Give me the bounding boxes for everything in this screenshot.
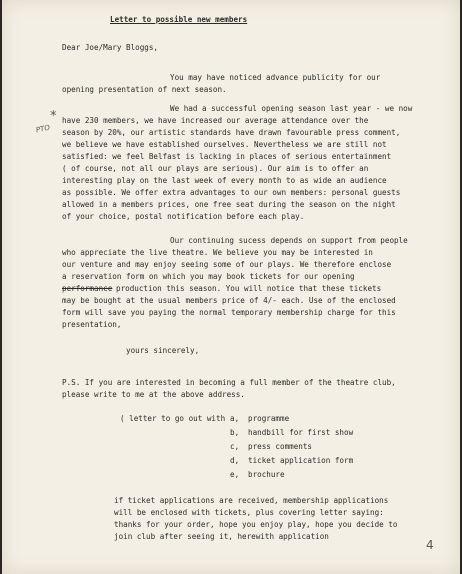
note-line: if ticket applications are received, membership applications [114, 496, 389, 505]
page-number: 4 [426, 538, 434, 552]
paragraph-1-line: opening presentation of next season. [62, 85, 227, 94]
letter-page [2, 0, 460, 574]
paragraph-3-line: may be bought at the usual members price of 4/- each. Use of the enclosed [62, 296, 396, 305]
paragraph-2-line: we believe we have established ourselves. Nevertheless we are still not [62, 140, 387, 149]
paragraph-2-line: season by 20%, our artistic standards have drawn favourable press comment, [62, 128, 401, 137]
paragraph-2-line: ( of course, not all our plays are serious). Our aim is to offer an [62, 164, 369, 173]
enclosure-item: ticket application form [248, 456, 354, 465]
enclosures-intro: ( letter to go out with [120, 414, 226, 423]
enclosure-item: brochure [248, 470, 285, 479]
note-line: will be enclosed with tickets, plus covering letter saying: [114, 508, 384, 517]
enclosure-letter: d, [230, 456, 240, 465]
postscript-line: please write to me at the above address. [62, 390, 245, 399]
enclosure-item: press comments [248, 442, 313, 451]
paragraph-2-line: allowed in a members prices, one free seat during the season on the night [62, 200, 396, 209]
paragraph-2-line: as possible. We offer extra advantages to our own members: personal guests [62, 188, 401, 197]
enclosure-item: programme [248, 414, 290, 423]
paragraph-3-line: Our continuing sucess depends on support from people [170, 236, 408, 245]
paragraph-3-line: who appreciate the live theatre. We believe you may be interested in [62, 248, 373, 257]
enclosure-letter: b, [230, 428, 240, 437]
paragraph-3-line: our venture and may enjoy seeing some of our plays. We therefore enclose [62, 260, 392, 269]
paragraph-2-line: We had a successful opening season last year - we now [170, 104, 413, 113]
paragraph-3-line: presentation, [62, 320, 122, 329]
enclosure-item: handbill for first show [248, 428, 354, 437]
paragraph-2-line: interesting play on the last week of every month to as wide an audience [62, 176, 387, 185]
postscript-line: P.S. If you are interested in becoming a full member of the theatre club, [62, 378, 396, 387]
enclosure-letter: c, [230, 442, 240, 451]
paragraph-2-line: of your choice, postal notification before each play. [62, 212, 305, 221]
paragraph-3-line: form will save you paying the normal temporary membership charge for this [62, 308, 396, 317]
closing: yours sincerely, [126, 346, 200, 355]
enclosure-letter: a, [230, 414, 240, 423]
salutation: Dear Joe/Mary Bloggs, [62, 43, 159, 52]
margin-note-pto: PTO [35, 123, 51, 135]
asterisk-mark: * [50, 109, 57, 124]
note-line: thanks for your order, hope you enjoy play, hope you decide to [114, 520, 398, 529]
paragraph-3-line: production this season. You will notice that these tickets [116, 284, 382, 293]
letter-title: Letter to possible new members [110, 15, 248, 24]
paragraph-2-line: have 230 members, we have increased our average attendance over the [62, 116, 369, 125]
paragraph-3-line: a reservation form on which you may book tickets for our opening [62, 272, 355, 281]
note-line: join club after seeing it, herewith application [114, 532, 329, 541]
paragraph-1-line: You may have noticed advance publicity for our [170, 73, 381, 82]
paragraph-2-line: satisfied: we feel Belfast is lacking in places of serious entertainment [62, 152, 392, 161]
enclosure-letter: e, [230, 470, 240, 479]
struck-word: performance [62, 284, 113, 293]
